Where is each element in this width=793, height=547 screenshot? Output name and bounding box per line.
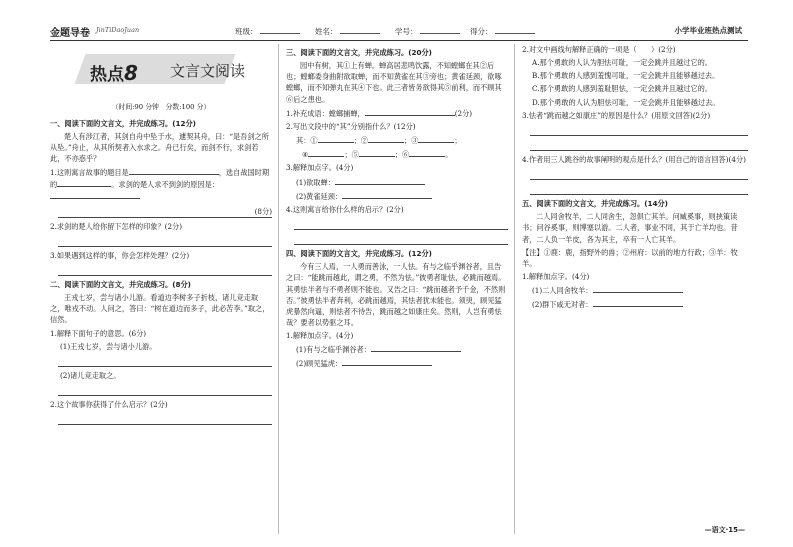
page-footer: —语文·15— (704, 526, 745, 534)
logo-subtitle: JinTiDaoJuan (96, 26, 140, 34)
section-4-question-4: 4.作者用三人跳谷的故事阐明的观点是什么？(用自己的语言回答)(4分) (522, 154, 746, 164)
section-4-passage: 今有三人焉，一人勇而善泳，一人怯。有与之临乎渊谷者，且告之曰：“能跳而越此，谓之勇，不然为怯。”彼勇者耻怯，必跳而越焉。其勇怯半者与不勇者则不能也。又告之曰：“跳而越者予千金，不然则否。”彼勇怯半者奔利，必跳而越焉，其怯者犹未能也。须臾，顾见猛虎暴然向逼，则怯者不待告，跳而越之如康庄矣。然则，人岂有勇怯哉？要者以势驱之耳。 (286, 262, 506, 327)
section-3-question-4: 4.这则寓言给你什么样的启示？(2分) (286, 204, 404, 214)
answer-blank[interactable] (318, 134, 354, 143)
section-1-passage: 楚人有涉江者，其剑自舟中坠于水，遽契其舟，曰：“是吾剑之所从坠。”舟止，从其所契者入水求之。舟已行矣，而剑不行，求剑若此，不亦惑乎？ (50, 131, 269, 163)
id-blank[interactable] (420, 33, 460, 34)
score-field (470, 26, 535, 37)
answer-line[interactable] (294, 233, 508, 245)
section-2-title: 二、阅读下面的文言文，并完成练习。(8分) (50, 279, 191, 289)
section-1-title: 一、阅读下面的文言文，并完成练习。(12分) (50, 118, 196, 128)
column-divider (278, 44, 279, 534)
answer-line[interactable] (530, 139, 748, 151)
section-3-question-3b: (2)黄雀延颈： (286, 190, 508, 202)
answer-line[interactable] (58, 413, 272, 425)
class-label: 班级： (235, 27, 258, 36)
answer-blank[interactable] (409, 148, 445, 157)
logo: 金题导卷 (50, 28, 90, 39)
answer-line[interactable] (530, 124, 748, 136)
class-blank[interactable] (260, 33, 300, 34)
id-label: 学号： (395, 27, 418, 36)
option-c[interactable]: C.那个勇敢的人感到羞耻胆怯，一定会跳并且越过它的。 (532, 84, 713, 94)
section-2-question-1b: (2)诸儿竞走取之。 (60, 370, 121, 380)
name-blank[interactable] (340, 33, 380, 34)
answer-blank[interactable] (342, 357, 432, 366)
section-3-title: 三、阅读下面的文言文，并完成练习。(20分) (286, 48, 432, 57)
points-label: (8分) (254, 206, 272, 216)
section-1-question-2: 2.求剑的楚人给你留下怎样的印象？(2分) (50, 221, 183, 231)
section-3-question-1: 1.补充成语：螳螂捕蝉， (2分) (286, 108, 473, 118)
series-label: 小学毕业班热点测试 (674, 26, 742, 35)
answer-line[interactable] (58, 264, 272, 276)
name-label: 姓名： (315, 27, 338, 36)
section-5-question-1b: (2)群下咸无对者： (522, 298, 748, 310)
column-3 (522, 44, 748, 313)
score-blank[interactable] (495, 33, 535, 34)
answer-blank[interactable] (593, 284, 683, 293)
option-b[interactable]: B.那个勇敢的人感到羞愧可耻，一定会跳并且能够越过去。 (532, 71, 720, 81)
option-a[interactable]: A.那个勇敢的人认为胆怯可耻，一定会跳并且越过它的。 (532, 58, 712, 68)
answer-line[interactable] (530, 168, 748, 180)
column-2 (286, 44, 508, 372)
answer-line[interactable] (58, 384, 272, 396)
banner-title: 文言文阅读 (170, 62, 246, 80)
banner-number: 8 (124, 61, 138, 85)
section-4-question-2: 2.对文中画线句解释正确的一项是（ ）(2分) (522, 45, 676, 54)
section-4-question-3: 3.怯者“跳而越之如康庄”的原因是什么？(用原文回答)(2分) (522, 110, 711, 120)
section-3-question-2: 2.写出文段中的“其”分别指什么？(12分) (286, 121, 416, 131)
banner-hot: 热点 (90, 65, 124, 85)
time-info: （时间:90 分钟 分数:100 分） (111, 103, 211, 111)
section-2-question-2: 2.这个故事你获得了什么启示？(2分) (50, 400, 168, 410)
answer-line[interactable] (58, 206, 272, 218)
section-2-question-1a: (1)王戎七岁，尝与诸小儿游。 (60, 341, 157, 351)
answer-line[interactable] (58, 235, 272, 247)
id-field (395, 26, 460, 37)
series-tag (661, 23, 749, 39)
column-1 (50, 44, 272, 428)
name-field (315, 26, 380, 37)
section-3-passage: 园中有树，其①上有蝉。蝉高居悲鸣饮露，不知螳螂在其②后也；螳螂委身曲附欲取蝉，而不知黄雀在其③旁也；黄雀延颈，欲啄螳螂，而不知弹丸在其④下也。此三者皆务欲得其⑤前利，而不顾其⑥后之患也。 (286, 61, 502, 104)
section-3-question-2-row-2: ④ ；⑤ ；⑥ 。 (302, 150, 453, 160)
answer-blank[interactable] (418, 134, 454, 143)
answer-blank[interactable] (308, 148, 344, 157)
page-header (50, 22, 748, 41)
section-5-title: 五、阅读下面的文言文，并完成练习。(14分) (522, 199, 668, 209)
section-3-question-2-row-1: 其：① ；② ；③ ； (296, 136, 462, 146)
class-field (235, 26, 300, 37)
section-1-question-3: 3.如果遇到这样的事，你会怎样处理？(2分) (50, 250, 190, 260)
answer-line[interactable] (530, 183, 748, 195)
answer-blank[interactable] (371, 343, 461, 352)
answer-blank[interactable] (342, 190, 432, 199)
section-3-question-3: 3.解释加点字。(4分) (286, 163, 354, 173)
option-d[interactable]: D.那个勇敢的人认为胆怯可耻，一定会跳并且能够越过去。 (532, 97, 720, 107)
banner-topic (90, 58, 138, 89)
section-4-question-1: 1.解释加点字。(4分) (286, 331, 354, 341)
answer-blank[interactable] (359, 148, 395, 157)
answer-blank[interactable] (50, 190, 140, 199)
section-5-question-1: 1.解释加点字。(4分) (522, 272, 590, 282)
answer-blank[interactable] (365, 107, 455, 116)
section-2-question-1: 1.解释下面句子的意思。(6分) (50, 328, 147, 338)
answer-blank[interactable] (368, 134, 404, 143)
section-2-passage: 王戎七岁，尝与诸小儿游。看道边李树多子折枝，诸儿竞走取之，唯戎不动。人问之，答曰：“树在道边而多子，此必苦李。”取之，信然。 (50, 293, 270, 325)
score-label: 得分： (470, 27, 493, 36)
answer-blank[interactable] (335, 176, 425, 185)
section-3-question-3a: (1)欲取蝉： (286, 176, 508, 188)
answer-line[interactable] (58, 355, 272, 367)
section-4-title: 四、阅读下面的文言文，并完成练习。(12分) (286, 249, 432, 259)
answer-line[interactable] (294, 218, 508, 230)
section-5-note: 【注】①鹿：鹿，指野外的兽；②州府：以前的地方行政；③羊：牧羊。 (522, 247, 738, 268)
topic-banner (50, 44, 272, 96)
section-4-question-1a: (1)有与之临乎渊谷者： (286, 343, 508, 355)
answer-blank[interactable] (129, 166, 219, 175)
section-4-question-1b: (2)顾见猛虎： (286, 357, 508, 369)
section-1-question-1: 1.这则寓言故事的题目是 ，选自战国时期的 。求剑的楚人求不到剑的原因是： (50, 166, 272, 202)
section-5-passage: 二人同舍牧羊，二人同舍生，忽俱亡其羊。问臧奚事，则挟策读书；问谷奚事，则博塞以游。二人者，事业不同，其于亡羊均也。昔者，二人负一羊皮，各为其主，卒有一人亡其羊。 (522, 212, 738, 244)
answer-blank[interactable] (57, 178, 111, 187)
answer-blank[interactable] (593, 298, 683, 307)
column-divider (514, 44, 515, 534)
section-5-question-1a: (1)二人同舍牧羊： (522, 284, 748, 296)
